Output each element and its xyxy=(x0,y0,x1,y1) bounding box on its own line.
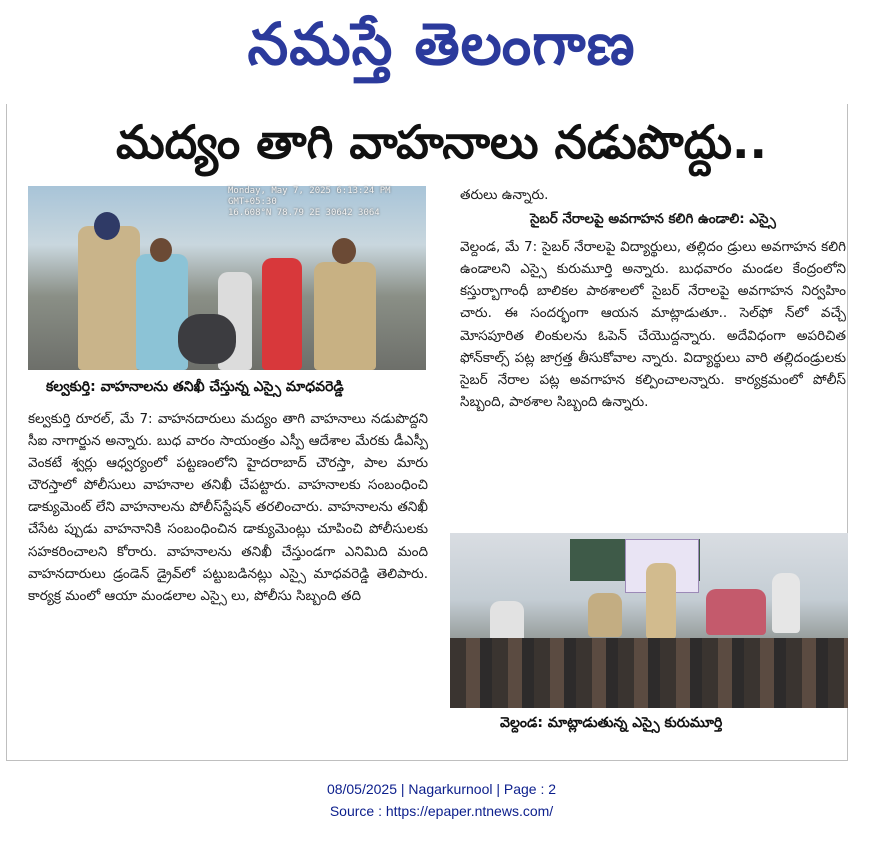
standing-staff-figure xyxy=(772,573,800,633)
photo2-caption: వెల్దండ: మాట్లాడుతున్న ఎస్సై కురుమూర్తి xyxy=(500,715,723,731)
speaking-officer-figure xyxy=(646,563,676,639)
photo1-caption: కల్వకుర్తి: వాహనాలను తనిఖీ చేస్తున్న ఎస్సై మాధవరెడ్డి xyxy=(46,379,344,395)
source-link[interactable]: Source : https://epaper.ntnews.com/ xyxy=(329,803,554,819)
edition-info: 08/05/2025 | Nagarkurnool | Page : 2 xyxy=(326,781,557,797)
motorcycle xyxy=(178,314,236,364)
civilian-head xyxy=(150,238,172,262)
page-footer xyxy=(0,778,883,822)
right-column-paragraph: వెల్దండ, మే 7: సైబర్ నేరాలపై విద్యార్థులు, తల్లిదం డ్రులు అవగాహన కలిగి ఉండాలని ఎస్సై కురుమూర్తి అన్నారు. బుధవారం మండల కేంద్రంలోని కస్తుర్బాగాంధీ బాలికల పాఠశాలలో సైబర్ నేరాలపై అవగాహన నిర్వహిం చారు. ఈ సందర్భంగా ఆయన మాట్లాడుతూ.. సెల్‌ఫో న్‌లో వచ్చే మోసపూరిత లింకులను ఓపెన్ చేయొద్దన్నారు. అదేవిధంగా అపరిచిత ఫోన్‌కాల్స్ పట్ల జాగ్రత్త తీసుకోవాల న్నారు. విద్యార్థులు వారి తల్లిదండ్రులకు సైబర్ నేరాల పట్ల అవగాహన కల్పించాలన్నారు. కార్యక్రమంలో పోలీస్ సిబ్బంది, పాఠశాల సిబ్బంది ఉన్నారు. xyxy=(460,239,846,410)
timestamp-line-2: 16.608°N 78.79 2E 30642 3064 xyxy=(228,208,380,218)
left-column-paragraph: కల్వకుర్తి రూరల్, మే 7: వాహనదారులు మద్యం తాగి వాహనాలు నడుపొద్దని సీఐ నాగార్జున అన్నారు. బుధ వారం సాయంత్రం ఎస్పీ ఆదేశాల మేరకు డీఎస్పీ వెంకటే శ్వర్లు ఆధ్వర్యంలో పట్టణంలోని హైదరాబాద్ చౌరస్తా, పాల మారు చౌరస్తాలో పోలీసులు వాహనాల తనిఖీ చేపట్టారు. వాహనాలకు సంబంధించి డాక్యుమెంట్ లేని వాహనాలను పోలీస్‌స్టేషన్ తరలించారు. వాహనాలను తనిఖీ చేసేట ప్పుడు వాహనానికి సంబంధించిన డాక్యుమెంట్లు చూపించి పోలీసులకు సహకరించాలని కోరారు. వాహనాలను తనిఖీ చేస్తుండగా ఎనిమిది మంది వాహనదారులు డ్రండెన్ డ్రైవ్‌లో పట్టుబడినట్లు ఎస్సై మాధవరెడ్డి తెలిపారు. కార్యక్ర మంలో ఆయా మండలాల ఎస్సై లు, పోలీసు సిబ్బంది తది xyxy=(28,411,428,604)
timestamp-line-1: Monday, May 7, 2025 6:13:24 PM GMT+05:30 xyxy=(228,186,391,207)
seated-staff-figure xyxy=(490,601,524,643)
teachers-figure xyxy=(706,589,766,635)
continued-line: తరులు ఉన్నారు. xyxy=(460,187,549,203)
students-audience xyxy=(450,638,848,708)
officer-cap xyxy=(94,212,120,240)
cyber-subheading: సైబర్ నేరాలపై అవగాహన కలిగి ఉండాలి: ఎస్సై xyxy=(530,211,776,228)
photo-school-awareness xyxy=(450,533,848,708)
photo-timestamp xyxy=(228,186,424,219)
masthead xyxy=(0,0,883,90)
second-officer-figure xyxy=(314,262,376,370)
right-column-text xyxy=(460,184,846,413)
article-headline: మద్యం తాగి వాహనాలు నడుపొద్దు.. xyxy=(116,115,767,169)
officer-figure xyxy=(78,226,140,370)
left-column-text xyxy=(28,408,428,607)
red-shirt-figure xyxy=(262,258,302,370)
second-officer-head xyxy=(332,238,356,264)
seated-officer-figure xyxy=(588,593,622,637)
masthead-logo: నమస్తే తెలంగాణ xyxy=(247,10,636,78)
